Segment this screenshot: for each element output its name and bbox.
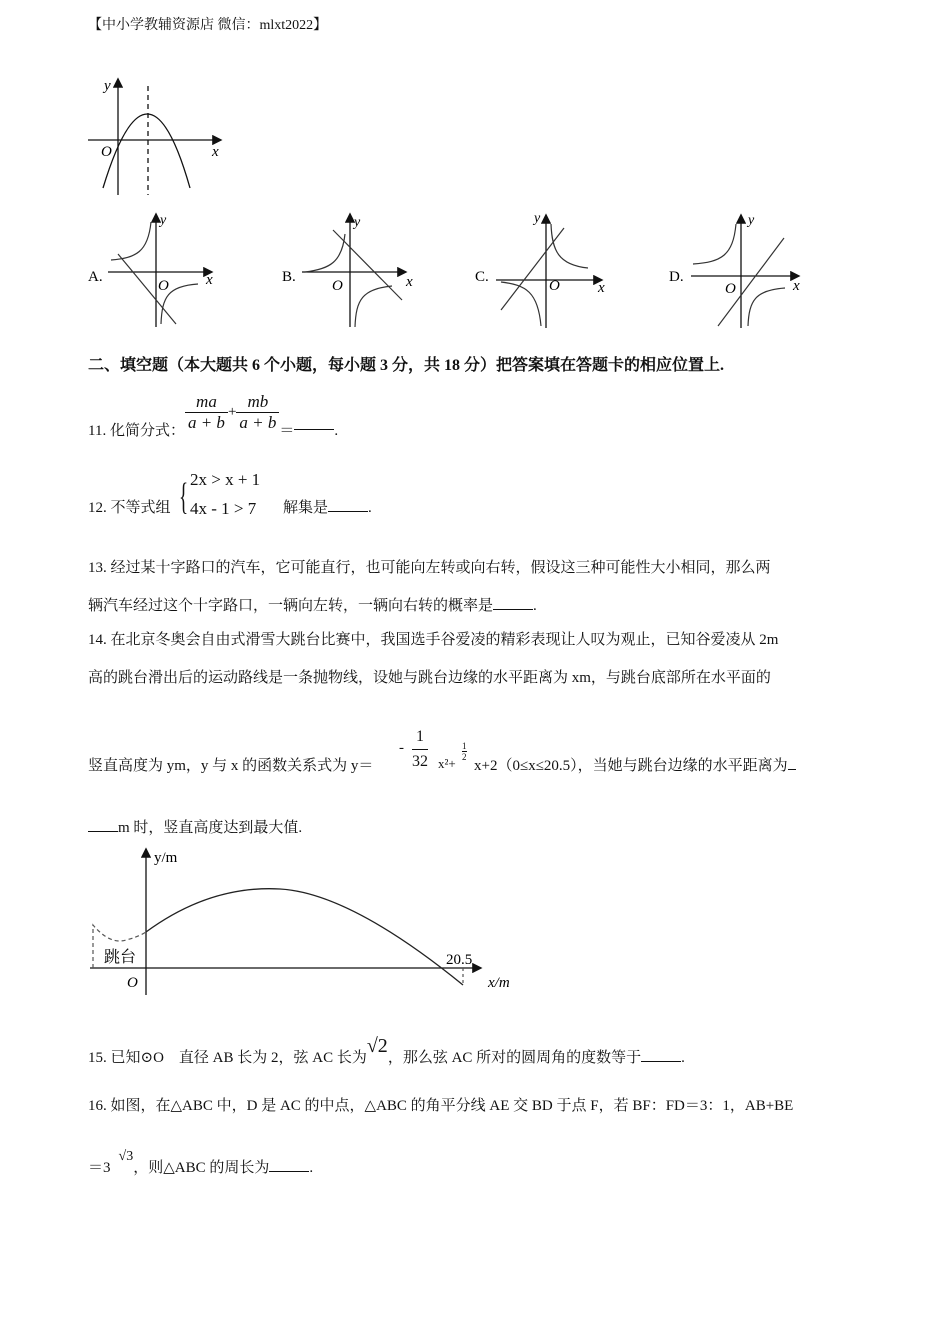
option-c-label: C.	[475, 269, 489, 285]
answer-blank[interactable]	[493, 608, 533, 610]
x-label: x	[212, 144, 219, 160]
y-label: y	[104, 78, 111, 94]
question-15: 15. 已知⊙O 直径 AB 长为 2，弦 AC 长为√2，那么弦 AC 所对的圆周角的度数等于 .	[88, 1035, 685, 1066]
section-heading: 二、填空题（本大题共 6 个小题，每小题 3 分，共 18 分）把答案填在答题卡的相应位置上.	[88, 357, 725, 374]
option-d-graph	[691, 216, 798, 328]
inequality-1: 2x > x + 1	[190, 470, 261, 489]
svg-text:y: y	[748, 213, 755, 228]
svg-text:O: O	[549, 278, 560, 294]
y-axis-label: y/m	[154, 850, 178, 866]
svg-text:x: x	[793, 278, 800, 294]
answer-blank[interactable]	[788, 768, 796, 770]
question-16-line1: 16. 如图，在△ABC 中，D 是 AC 的中点，△ABC 的角平分线 AE 交 BD 于点 F，若 BF：FD＝3：1，AB+BE	[88, 1098, 794, 1114]
answer-blank[interactable]	[641, 1060, 681, 1062]
question-11: 11. 化简分式： $\frac{ma}{a + b}$ + $\frac{mb}{a + b}$ ＝ .	[88, 392, 339, 439]
platform-label: 跳台	[104, 949, 137, 966]
svg-text:O: O	[158, 278, 169, 294]
answer-blank[interactable]	[294, 428, 334, 430]
header-watermark: 【中小学教辅资源店 微信：mlxt2022】	[88, 18, 328, 33]
x-axis-label: x/m	[488, 975, 510, 991]
parabola-curve	[103, 114, 190, 188]
option-a-label: A.	[88, 269, 103, 285]
end-value-label: 20.5	[446, 952, 473, 968]
option-d-label: D.	[669, 269, 684, 285]
svg-text:O: O	[332, 278, 343, 294]
answer-blank[interactable]	[88, 830, 118, 832]
top-graph	[88, 80, 220, 195]
svg-text:y: y	[354, 215, 361, 230]
question-12-suffix: 解集是 .	[283, 500, 372, 516]
option-a-graph	[108, 215, 211, 327]
option-b-graph	[302, 215, 405, 327]
question-12-prefix: 12. 不等式组	[88, 500, 171, 516]
question-14-line3: 竖直高度为 ym，y 与 x 的函数关系式为 y＝	[88, 758, 374, 774]
fraction-1-32: 1 32	[412, 728, 428, 770]
answer-blank[interactable]	[328, 510, 368, 512]
question-13-line2: 辆汽车经过这个十字路口，一辆向左转，一辆向右转的概率是 .	[88, 598, 537, 614]
inequality-2: 4x - 1 > 7	[190, 499, 257, 518]
option-b-label: B.	[282, 269, 296, 285]
question-13-line1: 13. 经过某十字路口的汽车，它可能直行，也可能向左转或向右转，假设这三种可能性大小相同，那么两	[88, 560, 771, 576]
svg-text:y: y	[534, 211, 541, 226]
fraction-1-2: 1 2	[462, 741, 467, 762]
question-14-line3b: x+2（0≤x≤20.5），当她与跳台边缘的水平距离为	[474, 754, 796, 775]
svg-text:x: x	[598, 280, 605, 296]
origin-label: O	[101, 144, 112, 160]
svg-text:x: x	[406, 274, 413, 290]
question-16-line2: ＝3√3，则△ABC 的周长为 .	[88, 1149, 314, 1176]
exam-page: 【中小学教辅资源店 微信：mlxt2022】 y O x A. y O x B. y O x C. y O x D. y O x 二、填空题（本大题共 6 个小题，每小题 3 分，共 18 分）把答案填在答题卡的相应位置上. 11. 化简分式： $\frac{ma}{a + b}$ + $\frac{mb}{a + b}$ ＝ . 12. 不等式组 { 2x > x + 1 4x - 1 > 7 解集是 . 13. 经过某十字路口的汽车，它可能直行，也可能向左转或向右转，假设这三种可能性大小相同，那么两 辆汽车经过这个十字路口，一辆向左转，一辆向右转的概率是 . 14. 在北京冬奥会自由式滑雪大跳台比赛中，我国选手谷爱凌的精彩表现让人叹为观止，已知谷爱凌从 2m 高的跳台滑出后的运动路线是一条抛物线，设她与跳台边缘的水平距离为 xm，与跳台底部所在水平面的 竖直高度为 ym，y 与 x 的函数关系式为 y＝ - 1 32 x²+ 1 2 x+2（0≤x≤20.5），当她与跳台边缘的水平距离为 m 时，竖直高度达到最大值. y/m x/m O 跳台 20.5 15. 已知⊙O 直径 AB 长为 2，弦 AC 长为√2，那么弦 AC 所对的圆周角的度数等于 . 16. 如图，在△ABC 中，D 是 AC 的中点，△ABC 的角平分线 AE 交 BD 于点 F，若 BF：FD＝3：1，AB+BE ＝3√3，则△ABC 的周长为 .	[0, 0, 950, 1344]
question-14-line1: 14. 在北京冬奥会自由式滑雪大跳台比赛中，我国选手谷爱凌的精彩表现让人叹为观止，已知谷爱凌从 2m	[88, 632, 779, 648]
system-brace: {	[179, 476, 189, 518]
figure-parabola	[0, 0, 950, 340]
svg-text:O: O	[725, 281, 736, 297]
question-14-line2: 高的跳台滑出后的运动路线是一条抛物线，设她与跳台边缘的水平距离为 xm，与跳台底部所在水平面的	[88, 670, 771, 686]
platform-outline	[93, 925, 146, 968]
svg-text:y: y	[160, 213, 167, 228]
answer-blank[interactable]	[269, 1170, 309, 1172]
question-14-line4: m 时，竖直高度达到最大值.	[88, 816, 302, 837]
option-c-graph	[496, 216, 601, 328]
svg-text:x: x	[206, 272, 213, 288]
origin-label: O	[127, 975, 138, 991]
trajectory-curve	[146, 889, 463, 985]
